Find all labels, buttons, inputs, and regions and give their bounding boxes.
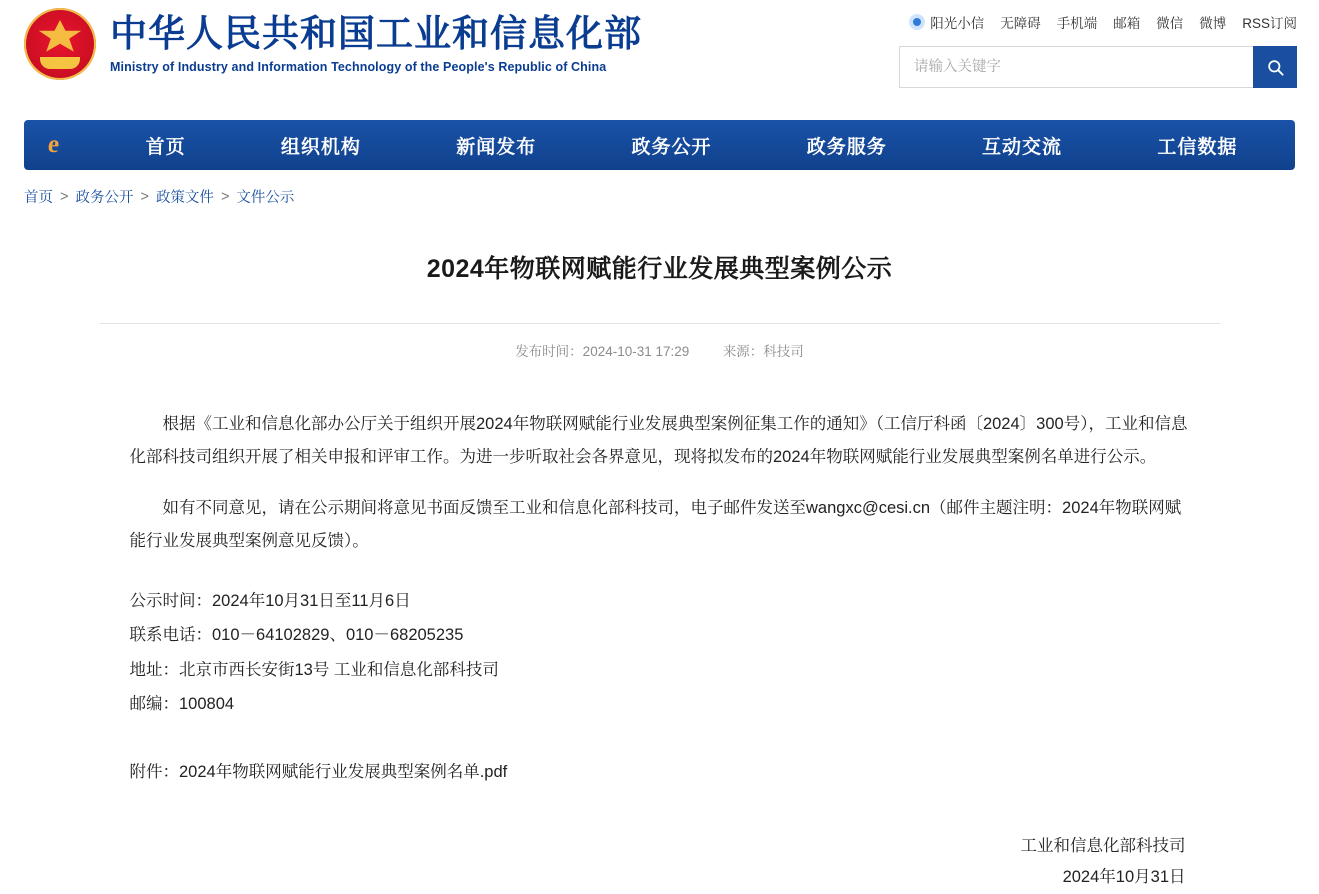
- national-emblem-icon: [24, 8, 96, 80]
- top-link-accessibility[interactable]: 无障碍: [1000, 16, 1041, 31]
- contact-phone-line: 联系电话：010－64102829、010－68205235: [129, 626, 464, 645]
- nav-logo-glyph: e: [47, 131, 62, 158]
- sun-icon: [909, 14, 925, 30]
- main-navigation: [24, 120, 1295, 170]
- article-body: [100, 408, 1220, 894]
- nav-items: [76, 128, 1295, 163]
- article: [100, 207, 1220, 894]
- top-link-sunshine-label: 阳光小信: [930, 16, 985, 31]
- breadcrumb-item-policy-documents[interactable]: 政策文件: [155, 190, 214, 206]
- page-title: 2024年物联网赋能行业发展典型案例公示: [426, 255, 893, 283]
- search-button[interactable]: [1253, 46, 1297, 88]
- breadcrumb-item-home[interactable]: 首页: [24, 190, 53, 206]
- address-line: 地址：北京市西长安街13号 工业和信息化部科技司: [129, 660, 499, 679]
- nav-item-government-services[interactable]: 政务服务: [806, 136, 887, 158]
- top-link-wechat[interactable]: 微信: [1156, 16, 1184, 31]
- signature-block: [130, 831, 1190, 894]
- breadcrumb-separator: >: [140, 188, 149, 205]
- nav-item-home[interactable]: 首页: [145, 136, 186, 158]
- breadcrumb-item-document-notice[interactable]: 文件公示: [236, 190, 295, 206]
- breadcrumb-item-government-affairs[interactable]: 政务公开: [75, 190, 134, 206]
- attachment-link[interactable]: 附件：2024年物联网赋能行业发展典型案例名单.pdf: [129, 763, 508, 782]
- article-source: 来源：科技司: [722, 343, 804, 359]
- site-brand[interactable]: [24, 8, 642, 80]
- notice-period-line: 公示时间：2024年10月31日至11月6日: [129, 591, 411, 610]
- ministry-logo-icon[interactable]: [32, 123, 76, 167]
- search-input[interactable]: [899, 46, 1253, 88]
- top-link-mobile[interactable]: 手机端: [1056, 16, 1098, 31]
- postcode-line: 邮编：100804: [129, 695, 235, 714]
- site-name-en: Ministry of Industry and Information Technology of the People's Republic of China: [110, 59, 607, 74]
- article-paragraph-1: 根据《工业和信息化部办公厅关于组织开展2024年物联网赋能行业发展典型案例征集工作的通知》（工信厅科函〔2024〕300号），工业和信息化部科技司组织开展了相关申报和评审工作。为进一步听取社会各界意见，现将拟发布的2024年物联网赋能行业发展典型案例名单进行公示。: [129, 414, 1188, 466]
- signature-date: 2024年10月31日: [1062, 868, 1186, 887]
- article-paragraph-2: 如有不同意见，请在公示期间将意见书面反馈至工业和信息化部科技司，电子邮件发送至wangxc@cesi.cn（邮件主题注明：2024年物联网赋能行业发展典型案例意见反馈）。: [129, 498, 1182, 550]
- site-name-cn: 中华人民共和国工业和信息化部: [110, 12, 642, 54]
- nav-item-organization[interactable]: 组织机构: [280, 136, 361, 158]
- top-link-mail[interactable]: 邮箱: [1113, 16, 1141, 31]
- top-link-weibo[interactable]: 微博: [1199, 16, 1227, 31]
- brand-text: [110, 12, 642, 74]
- nav-item-interaction[interactable]: 互动交流: [982, 136, 1063, 158]
- publish-time: 发布时间：2024-10-31 17:29: [515, 343, 690, 359]
- nav-item-news[interactable]: 新闻发布: [456, 136, 537, 158]
- breadcrumb: [24, 186, 1295, 207]
- contact-info-block: [130, 584, 1190, 723]
- top-utility-links: [909, 12, 1297, 32]
- search-bar: [899, 46, 1297, 88]
- top-link-sunshine[interactable]: [909, 12, 984, 32]
- signature-organization: 工业和信息化部科技司: [1020, 837, 1186, 856]
- breadcrumb-separator: >: [60, 188, 69, 205]
- article-meta: [100, 324, 1220, 360]
- nav-item-government-affairs[interactable]: 政务公开: [631, 136, 712, 158]
- breadcrumb-separator: >: [220, 188, 230, 205]
- nav-item-data[interactable]: 工信数据: [1157, 136, 1238, 158]
- attachment-row[interactable]: [130, 756, 1190, 789]
- search-icon: [1266, 58, 1285, 77]
- site-header: [0, 0, 1319, 112]
- top-link-rss[interactable]: RSS订阅: [1242, 16, 1297, 31]
